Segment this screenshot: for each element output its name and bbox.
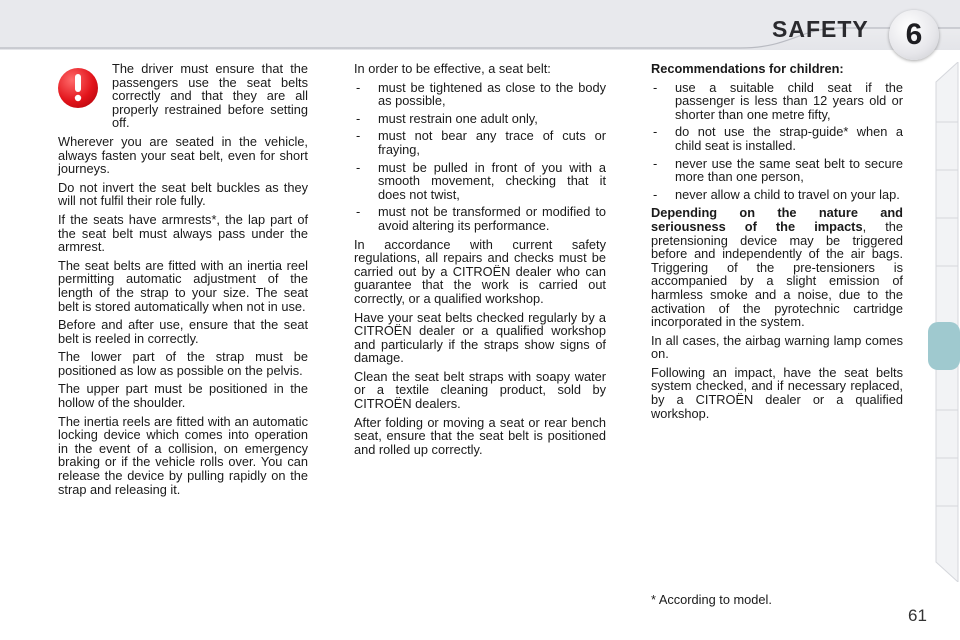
list-item: - never allow a child to travel on your lap. — [651, 188, 903, 202]
chapter-tab-rail — [928, 62, 960, 582]
seat-belt-requirements-list — [354, 81, 606, 233]
paragraph: The lower part of the strap must be positioned as low as possible on the pelvis. — [58, 349, 308, 378]
column-2 — [354, 62, 606, 461]
chapter-badge — [889, 10, 939, 60]
footnote: * According to model. — [651, 592, 772, 607]
paragraph: Clean the seat belt straps with soapy water or a textile cleaning product, sold by CITROËN dealers. — [354, 368, 606, 412]
impact-paragraph — [651, 206, 903, 328]
paragraph: Wherever you are seated in the vehicle, always fasten your seat belt, even for short journeys. — [58, 133, 308, 177]
column-3 — [651, 62, 903, 425]
list-item: - must not bear any trace of cuts or fraying, — [354, 129, 606, 156]
list-item: - never use the same seat belt to secure more than one person, — [651, 157, 903, 184]
warning-text: The driver must ensure that the passengers use the seat belts correctly and that they are all properly restrained before setting off. — [112, 61, 308, 131]
page-number: 61 — [908, 606, 927, 625]
list-item: - must not be transformed or modified to avoid altering its performance. — [354, 205, 606, 232]
active-chapter-tab — [928, 322, 960, 370]
children-heading: Recommendations for children: — [651, 61, 844, 76]
paragraph: The inertia reels are fitted with an automatic locking device which comes into operation in the event of a collision, on emergency braking or if the vehicle rolls over. You can release the device by pulling rapidly on the strap and releasing it. — [58, 413, 308, 497]
paragraph: Do not invert the seat belt buckles as they will not fulfil their role fully. — [58, 179, 308, 209]
warning-block — [58, 62, 308, 130]
paragraph: In all cases, the airbag warning lamp comes on. — [651, 332, 903, 362]
paragraph: If the seats have armrests*, the lap part of the seat belt must always pass under the armrest. — [58, 211, 308, 255]
paragraph: Have your seat belts checked regularly by a CITROËN dealer or a qualified workshop and particularly if the straps show signs of damage. — [354, 309, 606, 366]
list-item: - must be tightened as close to the body as possible, — [354, 81, 606, 108]
list-item: - must restrain one adult only, — [354, 112, 606, 126]
paragraph: After folding or moving a seat or rear bench seat, ensure that the seat belt is positioned and rolled up correctly. — [354, 414, 606, 457]
paragraph: In accordance with current safety regulations, all repairs and checks must be carried out by a CITROËN dealer who can guarantee that the work is carried out correctly, or a qualified workshop. — [354, 236, 606, 306]
exclamation-icon — [58, 68, 98, 108]
impact-bold-text: Depending on the nature and seriousness of the impacts — [651, 205, 903, 234]
section-title: SAFETY — [772, 16, 869, 42]
list-item: - do not use the strap-guide* when a child seat is installed. — [651, 125, 903, 152]
paragraph: Following an impact, have the seat belts system checked, and if necessary replaced, by a CITROËN dealer or a qualified workshop. — [651, 364, 903, 421]
list-intro: In order to be effective, a seat belt: — [354, 61, 551, 76]
paragraph: The upper part must be positioned in the hollow of the shoulder. — [58, 381, 308, 411]
paragraph: The seat belts are fitted with an inertia reel permitting automatic adjustment of the length of the strap to your size. The seat belt is stored automatically when not in use. — [58, 257, 308, 314]
impact-text: , the pretensioning device may be triggered before and independently of the air bags. Triggering of the pre-tensioners is accompanied by a slight emission of harmless smoke and a noise, due to the activation of the pyrotechnic cartridge incorporated in the system. — [651, 218, 903, 330]
children-recommendations-list — [651, 81, 903, 202]
list-item: - must be pulled in front of you with a smooth movement, checking that it does not twist, — [354, 161, 606, 202]
chapter-number: 6 — [905, 18, 923, 51]
column-1 — [58, 62, 308, 501]
list-item: - use a suitable child seat if the passenger is less than 12 years old or shorter than one metre fifty, — [651, 81, 903, 122]
paragraph: Before and after use, ensure that the seat belt is reeled in correctly. — [58, 317, 308, 346]
